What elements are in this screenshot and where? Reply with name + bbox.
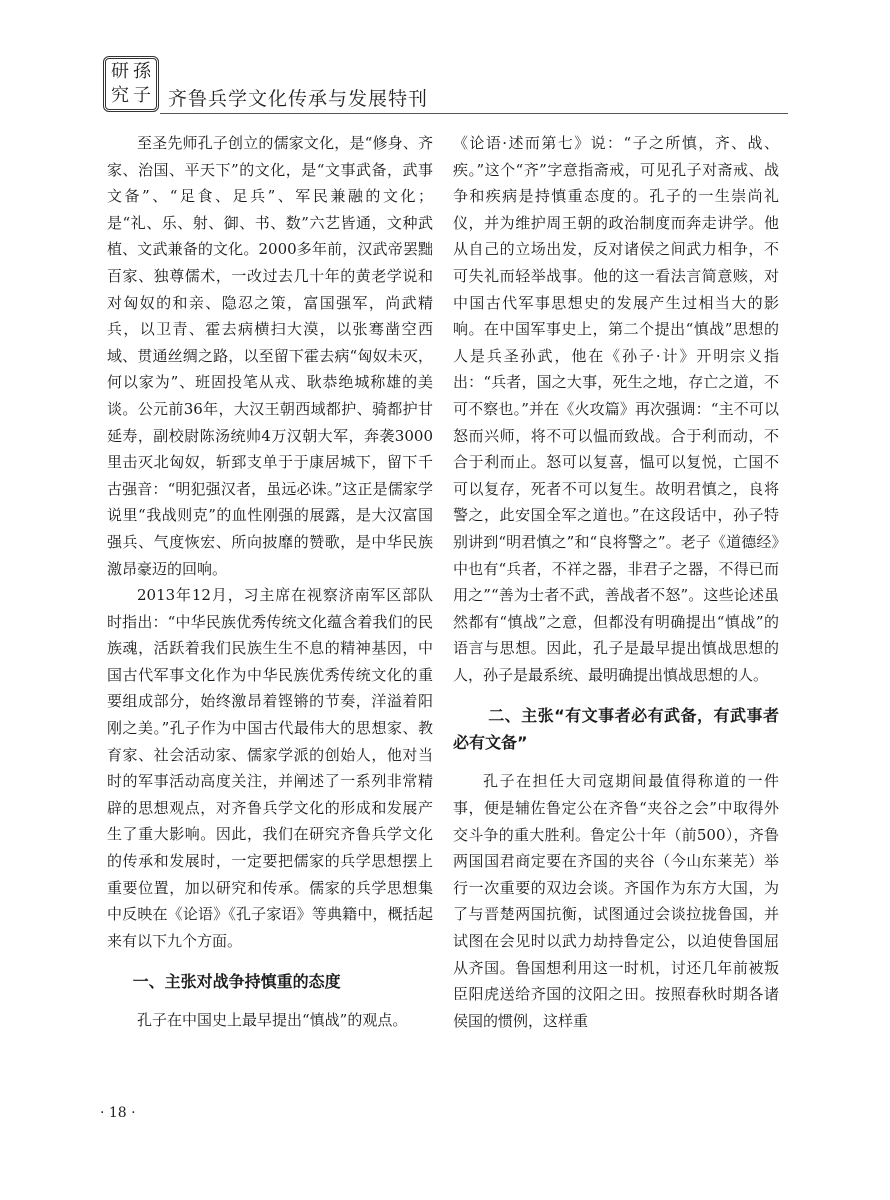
paragraph: 孔子在中国史上最早提出“慎战”的观点。	[137, 1011, 408, 1030]
logo-char: 研	[111, 61, 129, 82]
section-heading: 一、主张对战争持慎重的态度	[132, 972, 341, 992]
section-heading: 二、主张“有文事者必有武备，有武事者必有文备”	[453, 706, 779, 753]
page-number: · 18 ·	[100, 1105, 136, 1121]
header-divider	[160, 113, 788, 114]
paragraph: 至圣先师孔子创立的儒家文化，是“修身、齐家、治国、平天下”的文化，是“文事武备，武事文备”、“足食、足兵”、军民兼融的文化；是“礼、乐、射、御、书、数”六艺皆通，文种武植、文武兼备的文化。2000多年前，汉武帝罢黜百家、独尊儒术，一改过去几十年的黄老学说和对匈奴的和亲、隐忍之策，富国强军，尚武精兵，以卫青、霍去病横扫大漠，以张骞凿空西域、贯通丝绸之路，以至留下霍去病“匈奴未灭，何以家为”、班固投笔从戎、耿恭绝城称雄的美谈。公元前36年，大汉王朝西域都护、骑都护甘延寿，副校尉陈汤统帅4万汉朝大军，奔袭3000里击灭北匈奴，斩郅支单于于康居城下，留下千古强音：“明犯强汉者，虽远必诛。”这正是儒家学说里“我战则克”的血性刚强的展露，是大汉富国强兵、气度恢宏、所向披靡的赞歌，是中华民族激昂豪迈的回响。	[107, 134, 433, 578]
paragraph: 《论语·述而第七》说：“子之所慎，齐、战、疾。”这个“齐”字意指斋戒，可见孔子对斋戒、战争和疾病是持慎重态度的。孔子的一生崇尚礼仪，并为维护周王朝的政治制度而奔走讲学。他从自己的立场出发，反对诸侯之间武力相争，不可失礼而轻举战事。他的这一看法言简意赅，对中国古代军事思想史的发展产生过相当大的影响。在中国军事史上，第二个提出“慎战”思想的人是兵圣孙武，他在《孙子·计》开明宗义指出：“兵者，国之大事，死生之地，存亡之道，不可不察也。”并在《火攻篇》再次强调：“主不可以怒而兴师，将不可以愠而致战。合于利而动，不合于利而止。怒可以复喜，愠可以复悦，亡国不可以复存，死者不可以复生。故明君慎之，良将警之，此安国全军之道也。”在这段话中，孙子特别讲到“明君慎之”和“良将警之”。老子《道德经》中也有“兵者，不祥之器，非君子之器，不得已而用之”“善为士者不武，善战者不怒”。这些论述虽然都有“慎战”之意，但都没有明确提出“慎战”的语言与思想。因此，孔子是最早提出慎战思想的人，孙子是最系统、最明确提出慎战思想的人。	[453, 134, 779, 684]
logo-char: 子	[133, 85, 151, 106]
left-column	[107, 130, 433, 1034]
journal-title: 齐鲁兵学文化传承与发展特刊	[168, 88, 429, 110]
logo-char: 孫	[133, 61, 151, 82]
journal-logo	[103, 56, 159, 112]
paragraph: 孔子在担任大司寇期间最值得称道的一件事，便是辅佐鲁定公在齐鲁“夹谷之会”中取得外交斗争的重大胜利。鲁定公十年（前500），齐鲁两国国君商定要在齐国的夹谷（今山东莱芜）举行一次重要的双边会谈。齐国作为东方大国，为了与晋楚两国抗衡，试图通过会谈拉拢鲁国，并试图在会见时以武力劫持鲁定公，以迫使鲁国屈从齐国。鲁国想利用这一时机，讨还几年前被叛臣阳虎送给齐国的汶阳之田。按照春秋时期各诸侯国的惯例，这样重	[453, 772, 779, 1030]
logo-char: 究	[111, 85, 129, 106]
paragraph: 2013年12月，习主席在视察济南军区部队时指出：“中华民族优秀传统文化蕴含着我们的民族魂，活跃着我们民族生生不息的精神基因，中国古代军事文化作为中华民族优秀传统文化的重要组成部分，始终激昂着铿锵的节奏，洋溢着阳刚之美。”孔子作为中国古代最伟大的思想家、教育家、社会活动家、儒家学派的创始人，他对当时的军事活动高度关注，并阐述了一系列非常精辟的思想观点，对齐鲁兵学文化的形成和发展产生了重大影响。因此，我们在研究齐鲁兵学文化的传承和发展时，一定要把儒家的兵学思想摆上重要位置，加以研究和传承。儒家的兵学思想集中反映在《论语》《孔子家语》等典籍中，概括起来有以下九个方面。	[107, 586, 433, 950]
right-column	[453, 130, 779, 1034]
